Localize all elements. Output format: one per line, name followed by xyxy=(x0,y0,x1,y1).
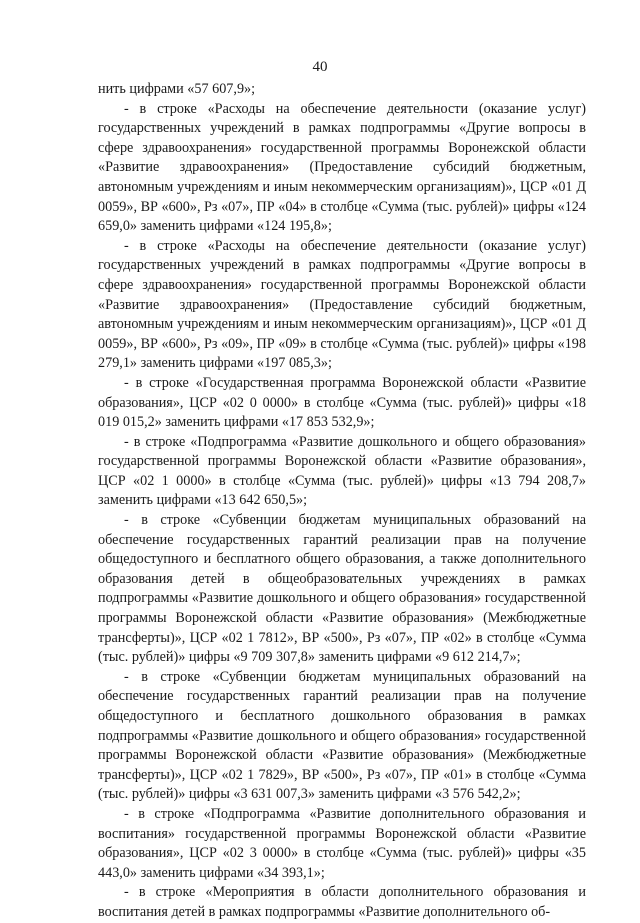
paragraph-amendment: - в строке «Расходы на обеспечение деятельности (оказание услуг) государственных учреждений в рамках подпрограммы «Другие вопросы в сфере здравоохранения» государственной программы Воронежской области «Развитие здравоохранения» (Предоставление субсидий бюджетным, автономным учреждениям и иным некоммерческим организациям)», ЦСР «01 Д 0059», ВР «600», Рз «07», ПР «04» в столбце «Сумма (тыс. рублей)» цифры «124 659,0» заменить цифрами «124 195,8»; xyxy=(98,100,586,235)
paragraph-amendment: - в строке «Государственная программа Воронежской области «Развитие образования», ЦСР «02 0 0000» в столбце «Сумма (тыс. рублей)» цифры «18 019 015,2» заменить цифрами «17 853 532,9»; xyxy=(98,374,586,431)
paragraph-continuation: нить цифрами «57 607,9»; xyxy=(98,81,256,97)
page-number: 40 xyxy=(312,59,328,75)
paragraph-amendment: - в строке «Субвенции бюджетам муниципальных образований на обеспечение государственных гарантий реализации прав на получение общедоступного и бесплатного общего образования, а также дополнительного образования детей в общеобразовательных учреждениях в рамках подпрограммы «Развитие дошкольного и общего образования» государственной программы Воронежской области «Развитие образования» (Межбюджетные трансферты)», ЦСР «02 1 7812», ВР «500», Рз «07», ПР «02» в столбце «Сумма (тыс. рублей)» цифры «9 709 307,8» заменить цифрами «9 612 214,7»; xyxy=(98,512,586,666)
paragraph-amendment: - в строке «Подпрограмма «Развитие дополнительного образования и воспитания» государственной программы Воронежской области «Развитие образования», ЦСР «02 3 0000» в столбце «Сумма (тыс. рублей)» цифры «35 443,0» заменить цифрами «34 393,1»; xyxy=(98,805,586,881)
paragraph-amendment: - в строке «Мероприятия в области дополнительного образования и воспитания детей в рамках подпрограммы «Развитие дополнительного об- xyxy=(98,884,586,920)
paragraph-amendment: - в строке «Субвенции бюджетам муниципальных образований на обеспечение государственных гарантий реализации прав на получение общедоступного и бесплатного дошкольного образования в рамках подпрограммы «Развитие дошкольного и общего образования» государственной программы Воронежской области «Развитие образования» (Межбюджетные трансферты)», ЦСР «02 1 7829», ВР «500», Рз «07», ПР «01» в столбце «Сумма (тыс. рублей)» цифры «3 631 007,3» заменить цифрами «3 576 542,2»; xyxy=(98,668,586,803)
document-body xyxy=(98,80,586,923)
paragraph-amendment: - в строке «Подпрограмма «Развитие дошкольного и общего образования» государственной программы Воронежской области «Развитие образования», ЦСР «02 1 0000» в столбце «Сумма (тыс. рублей)» цифры «13 794 208,7» заменить цифрами «13 642 650,5»; xyxy=(98,433,586,509)
paragraph-amendment: - в строке «Расходы на обеспечение деятельности (оказание услуг) государственных учреждений в рамках подпрограммы «Другие вопросы в сфере здравоохранения» государственной программы Воронежской области «Развитие здравоохранения» (Предоставление субсидий бюджетным, автономным учреждениям и иным некоммерческим организациям)», ЦСР «01 Д 0059», ВР «600», Рз «09», ПР «09» в столбце «Сумма (тыс. рублей)» цифры «198 279,1» заменить цифрами «197 085,3»; xyxy=(98,237,586,372)
